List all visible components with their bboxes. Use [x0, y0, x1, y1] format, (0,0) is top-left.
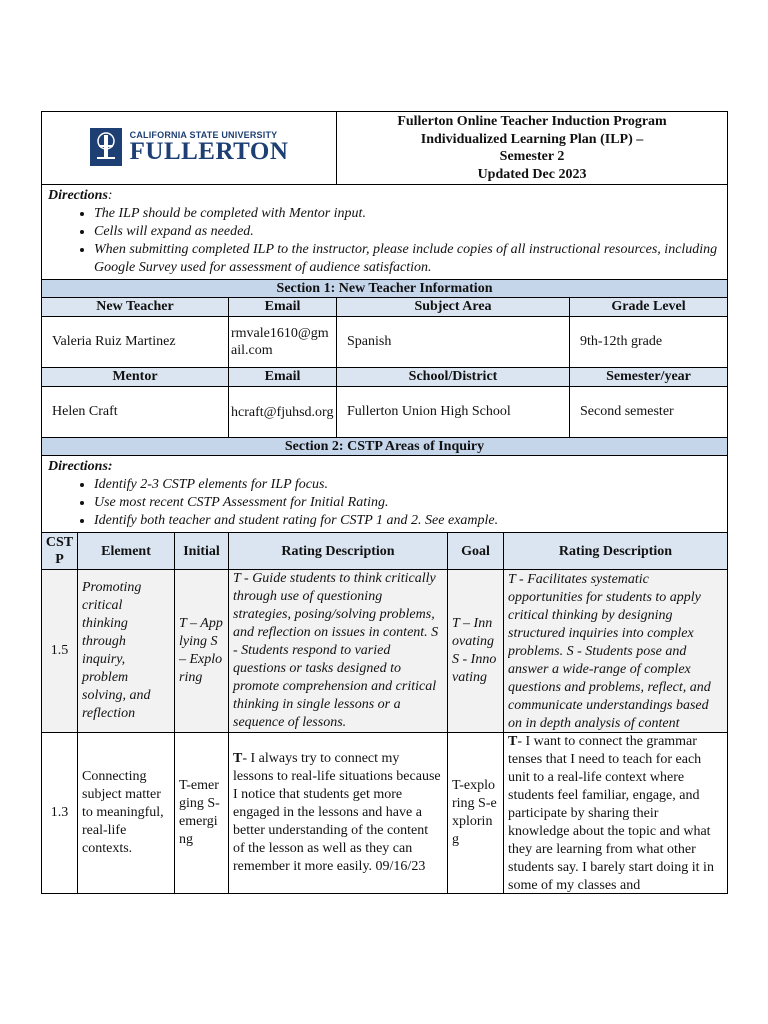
header-goal-rating-description: Rating Description	[504, 533, 728, 570]
initial-rating: T-emerging S-emerging	[175, 733, 229, 894]
directions-label: Directions	[48, 188, 108, 203]
header-grade-level: Grade Level	[570, 298, 728, 317]
school-district: Fullerton Union High School	[337, 387, 570, 438]
document-title	[337, 112, 728, 185]
table-row	[42, 733, 728, 894]
header-new-teacher: New Teacher	[42, 298, 229, 317]
directions-block: Directions: • The ILP should be completed with Mentor input. • Cells will expand as needed. • When submitting completed ILP to the instructor, please include copies of all instructional resources, including Google Survey used for assessment of audience satisfaction.	[42, 185, 728, 280]
header-cstp: CSTP	[42, 533, 78, 570]
new-teacher-name: Valeria Ruiz Martinez	[42, 317, 229, 368]
header-goal: Goal	[448, 533, 504, 570]
tower-seal-icon	[90, 128, 122, 166]
header-email: Email	[229, 368, 337, 387]
directions-item: • Cells will expand as needed.	[94, 223, 721, 241]
section-2-title: Section 2: CSTP Areas of Inquiry	[42, 438, 728, 456]
goal-rating-description: T- I want to connect the grammar tenses that I need to teach for each unit to a real-life context where students feel familiar, engage, and participate by sharing their knowledge about the topic and what they are learning from what other students say. I barely start doing it in some of my classes and	[504, 733, 728, 894]
title-line: Semester 2	[499, 149, 565, 164]
header-semester-year: Semester/year	[570, 368, 728, 387]
header-initial: Initial	[175, 533, 229, 570]
header-element: Element	[78, 533, 175, 570]
logo-name: FULLERTON	[129, 138, 289, 165]
grade-level: 9th-12th grade	[570, 317, 728, 368]
header-email: Email	[229, 298, 337, 317]
directions-item: • Use most recent CSTP Assessment for Initial Rating.	[94, 494, 721, 512]
title-line: Updated Dec 2023	[477, 166, 587, 182]
directions-label: Directions:	[48, 459, 113, 474]
ilp-table	[41, 111, 728, 894]
section-2-directions	[42, 456, 728, 533]
element-text: Connecting subject matter to meaningful, real-life contexts.	[78, 733, 175, 894]
header-rating-description: Rating Description	[229, 533, 448, 570]
table-row	[42, 570, 728, 733]
directions-item: • When submitting completed ILP to the instructor, please include copies of all instructional resources, including Google Survey used for assessment of audience satisfaction.	[94, 241, 721, 277]
header-mentor: Mentor	[42, 368, 229, 387]
goal-rating: T-exploring S-exploring	[448, 733, 504, 894]
title-line: Fullerton Online Teacher Induction Program	[397, 114, 667, 129]
mentor-name: Helen Craft	[42, 387, 229, 438]
mentor-email: hcraft@fjuhsd.org	[229, 387, 337, 438]
initial-rating: T – Applying S – Exploring	[175, 570, 229, 733]
element-text: Promoting critical thinking through inquiry, problem solving, and reflection	[78, 570, 175, 733]
logo-university-line: CALIFORNIA STATE UNIVERSITY	[129, 130, 278, 140]
header-school-district: School/District	[337, 368, 570, 387]
rating-description: T - Guide students to think critically through use of questioning strategies, posing/solving problems, and reflection on issues in content. S - Students respond to varied questions or tasks designed to promote comprehension and critical thinking in single lessons or a sequence of lessons.	[229, 570, 448, 733]
rating-description: T- I always try to connect my lessons to real-life situations because I notice that students get more engaged in the lessons and have a better understanding of the content of the lesson as well as they can remember it more easily. 09/16/23	[229, 733, 448, 894]
directions-item: • Identify both teacher and student rating for CSTP 1 and 2. See example.	[94, 512, 721, 530]
section-1-title: Section 1: New Teacher Information	[42, 280, 728, 298]
new-teacher-email: rmvale1610@gmail.com	[229, 317, 337, 368]
ilp-document	[41, 111, 727, 894]
subject-area: Spanish	[337, 317, 570, 368]
cstp-number: 1.5	[42, 570, 78, 733]
directions-item: • Identify 2-3 CSTP elements for ILP focus.	[94, 476, 721, 494]
goal-rating-description: T - Facilitates systematic opportunities for students to apply critical thinking by designing structured inquiries into complex problems. S - Students pose and answer a wide-range of complex questions and problems, reflect, and communicate understandings based on in depth analysis of content	[504, 570, 728, 733]
header-subject-area: Subject Area	[337, 298, 570, 317]
cstp-number: 1.3	[42, 733, 78, 894]
logo-cell	[42, 112, 337, 185]
semester-year: Second semester	[570, 387, 728, 438]
goal-rating: T – Innovating S - Innovating	[448, 570, 504, 733]
title-line: Individualized Learning Plan (ILP) –	[420, 131, 644, 147]
csuf-logo	[90, 128, 289, 166]
directions-list	[48, 476, 721, 530]
directions-item: • The ILP should be completed with Mentor input.	[94, 205, 721, 223]
directions-list	[48, 205, 721, 277]
